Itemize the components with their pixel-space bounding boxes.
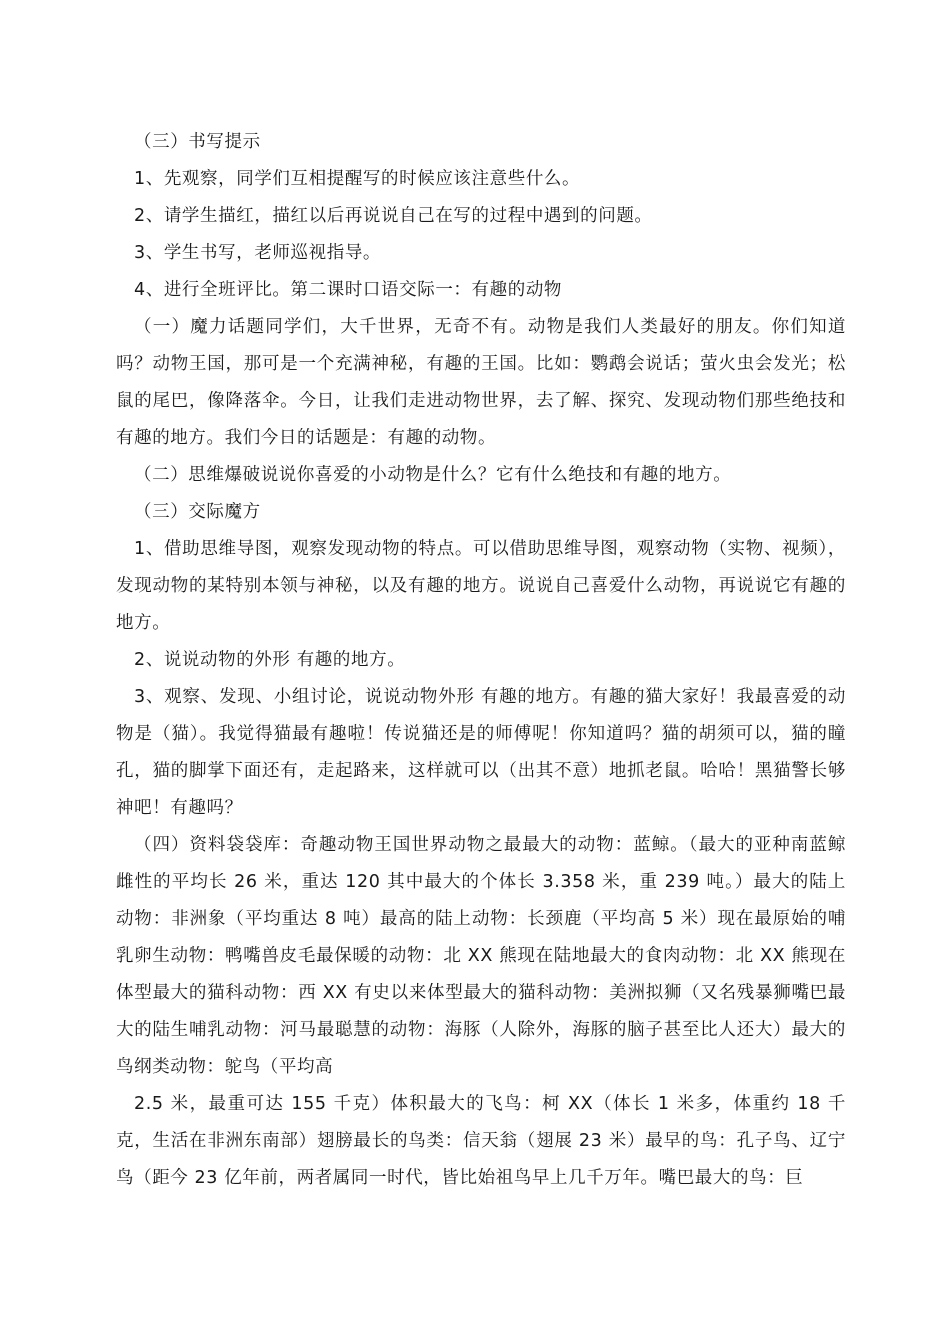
communication-step-3: 3、观察、发现、小组讨论，说说动物外形 有趣的地方。有趣的猫大家好！我最喜爱的动物是（猫）。我觉得猫最有趣啦！传说猫还是的师傅呢！你知道吗？猫的胡须可以，猫的瞳孔，猫的脚掌下面还有，走起路来，这样就可以（出其不意）地抓老鼠。哈哈！黑猫警长够神吧！有趣吗？ <box>116 687 846 818</box>
writing-step-4: 4、进行全班评比。第二课时口语交际一：有趣的动物 <box>134 280 563 300</box>
document-body <box>116 124 846 1197</box>
resource-continued: 2.5 米，最重可达 155 千克）体积最大的飞鸟：柯 XX（体长 1 米多，体重约 18 千克，生活在非洲东南部）翅膀最长的鸟类：信天翁（翅展 23 米）最早的鸟：孔子鸟、辽宁鸟（距今 23 亿年前，两者属同一时代，皆比始祖鸟早上几千万年。嘴巴最大的鸟：巨 <box>116 1094 846 1188</box>
heading-communication: （三）交际魔方 <box>134 502 261 522</box>
section-brainstorm: （二）思维爆破说说你喜爱的小动物是什么？它有什么绝技和有趣的地方。 <box>134 465 732 485</box>
communication-step-1: 1、借助思维导图，观察发现动物的特点。可以借助思维导图，观察动物（实物、视频），发现动物的某特别本领与神秘，以及有趣的地方。说说自己喜爱什么动物，再说说它有趣的地方。 <box>116 539 846 633</box>
writing-step-2: 2、请学生描红，描红以后再说说自己在写的过程中遇到的问题。 <box>134 206 653 226</box>
writing-step-3: 3、学生书写，老师巡视指导。 <box>134 243 382 263</box>
section-magic-topic: （一）魔力话题同学们，大千世界，无奇不有。动物是我们人类最好的朋友。你们知道吗？动物王国，那可是一个充满神秘，有趣的王国。比如：鹦鹉会说话；萤火虫会发光；松鼠的尾巴，像降落伞。今日，让我们走进动物世界，去了解、探究、发现动物们那些绝技和有趣的地方。我们今日的话题是：有趣的动物。 <box>116 317 846 448</box>
section-resource-bag: （四）资料袋袋库：奇趣动物王国世界动物之最最大的动物：蓝鲸。（最大的亚种南蓝鲸雌性的平均长 26 米，重达 120 其中最大的个体长 3.358 米，重 239 吨。）最大的陆上动物：非洲象（平均重达 8 吨）最高的陆上动物：长颈鹿（平均高 5 米）现在最原始的哺乳卵生动物：鸭嘴兽皮毛最保暖的动物：北 XX 熊现在陆地最大的食肉动物：北 XX 熊现在体型最大的猫科动物：西 XX 有史以来体型最大的猫科动物：美洲拟狮（又名残暴狮嘴巴最大的陆生哺乳动物：河马最聪慧的动物：海豚（人除外，海豚的脑子甚至比人还大）最大的鸟纲类动物：鸵鸟（平均高 <box>116 835 846 1077</box>
communication-step-2: 2、说说动物的外形 有趣的地方。 <box>134 650 406 670</box>
heading-writing-tips: （三）书写提示 <box>134 132 261 152</box>
writing-step-1: 1、先观察，同学们互相提醒写的时候应该注意些什么。 <box>134 169 581 189</box>
